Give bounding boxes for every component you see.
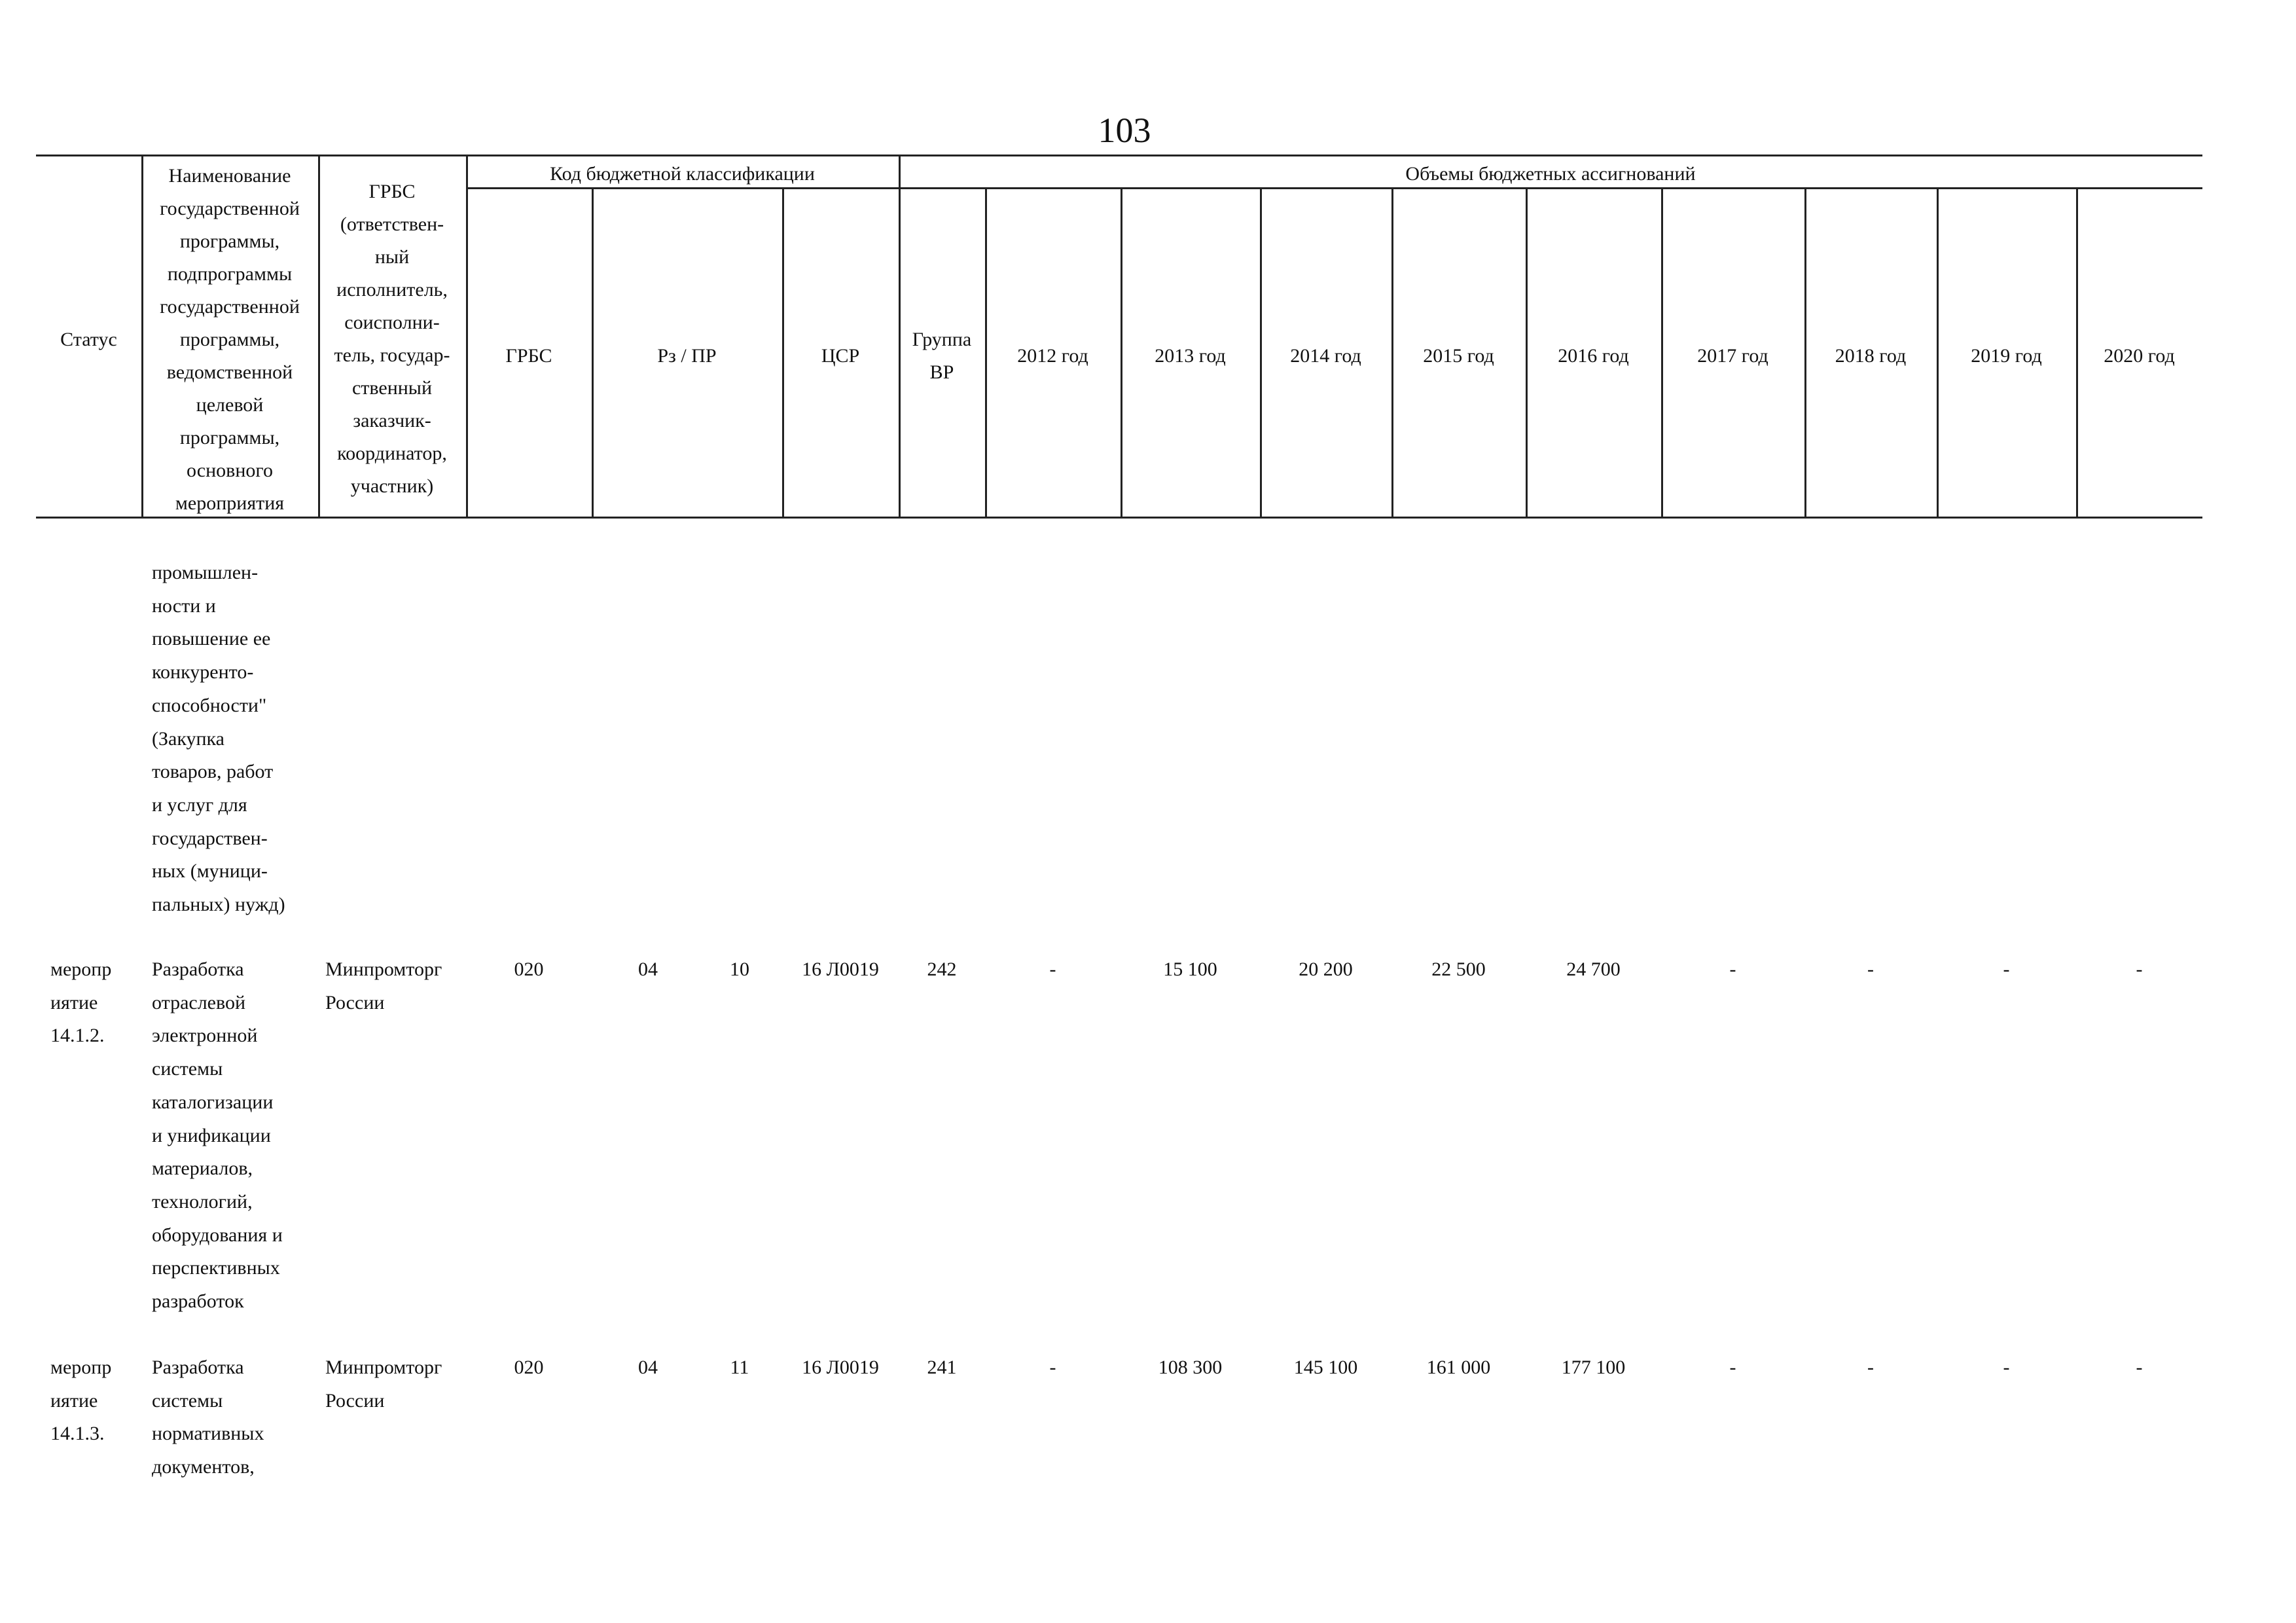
- continuation-line: промышлен-: [152, 562, 259, 583]
- row-value-2014: 145 100: [1293, 1357, 1358, 1378]
- row-grbs-line: России: [325, 991, 385, 1013]
- row-value-2016: 177 100: [1561, 1357, 1626, 1378]
- row-status-line: меропр: [50, 958, 112, 980]
- row-status-line: меропр: [50, 1357, 112, 1378]
- header-csr-label: ЦСР: [821, 345, 860, 367]
- row-name-line: каталогизации: [152, 1091, 274, 1113]
- continuation-line: способности": [152, 694, 267, 716]
- row-name-line: системы: [152, 1058, 223, 1080]
- header-year-label: 2018 год: [1835, 345, 1907, 367]
- row-status-line: 14.1.3.: [50, 1423, 105, 1445]
- header-year: [1121, 337, 1260, 376]
- header-name-line: ведомственной: [166, 361, 293, 383]
- row-rz: 04: [638, 958, 658, 980]
- header-grbs-line: тель, государ-: [334, 344, 450, 366]
- header-status: [36, 320, 141, 359]
- header-year-label: 2012 год: [1017, 345, 1088, 367]
- header-year-label: 2020 год: [2104, 345, 2175, 367]
- header-vr-line: Группа: [912, 329, 972, 350]
- row-value-2019: -: [2003, 958, 2010, 980]
- row-value-2015: 22 500: [1431, 958, 1486, 980]
- header-year: [1526, 337, 1661, 376]
- header-rz-pr-label: Рз / ПР: [657, 345, 717, 367]
- table-header-bottom-rule: [36, 517, 2202, 519]
- header-year-label: 2014 год: [1290, 345, 1361, 367]
- header-name: [141, 160, 318, 520]
- header-grbs-line: заказчик-: [353, 410, 431, 431]
- row-value-2017: -: [1729, 958, 1736, 980]
- row-name-line: материалов,: [152, 1158, 253, 1180]
- header-grbs-code-label: ГРБС: [505, 345, 552, 367]
- row-grbs-code: 020: [514, 1357, 544, 1378]
- row-pr: 11: [730, 1357, 749, 1378]
- row-value-2020: -: [2136, 1357, 2143, 1378]
- continuation-line: ности и: [152, 594, 216, 617]
- row-name-line: нормативных: [152, 1423, 264, 1445]
- continuation-line: повышение ее: [152, 628, 271, 650]
- row-name-line: Разработка: [152, 1357, 244, 1378]
- header-budget-code-label: Код бюджетной классификации: [550, 163, 815, 185]
- header-year-label: 2016 год: [1558, 345, 1629, 367]
- header-year-label: 2015 год: [1423, 345, 1494, 367]
- header-grbs-line: участник): [350, 475, 434, 497]
- header-name-line: целевой: [196, 394, 264, 416]
- row-grbs-line: Минпромторг: [325, 1357, 442, 1378]
- continuation-name: [152, 556, 285, 922]
- row-csr: 16 Л0019: [802, 958, 879, 980]
- header-name-line: Наименование: [168, 165, 291, 187]
- header-grbs-line: соисполни-: [344, 312, 440, 333]
- row-vr: 241: [927, 1357, 957, 1378]
- header-grbs-executor: [318, 175, 466, 503]
- header-year-label: 2013 год: [1155, 345, 1226, 367]
- row-value-2018: -: [1867, 1357, 1874, 1378]
- header-year: [1661, 337, 1804, 376]
- header-budget-volumes-label: Объемы бюджетных ассигнований: [1405, 163, 1696, 185]
- row-name: [152, 953, 283, 1319]
- header-name-line: государственной: [160, 198, 300, 219]
- header-grbs-line: координатор,: [337, 443, 447, 464]
- row-value-2018: -: [1867, 958, 1874, 980]
- header-name-line: мероприятия: [175, 492, 285, 514]
- row-pr: 10: [730, 958, 749, 980]
- row-value-2013: 108 300: [1158, 1357, 1223, 1378]
- row-status: [50, 953, 111, 1053]
- header-year-label: 2017 год: [1697, 345, 1768, 367]
- header-grbs-line: ГРБС: [368, 181, 416, 202]
- row-status: [50, 1351, 111, 1451]
- row-grbs-code: 020: [514, 958, 544, 980]
- header-rz-pr: [592, 337, 782, 376]
- row-name-line: Разработка: [152, 958, 244, 980]
- header-grbs-line: (ответствен-: [340, 213, 444, 235]
- header-name-line: программы,: [179, 427, 280, 448]
- header-name-line: государственной: [160, 296, 300, 318]
- header-name-line: основного: [187, 460, 273, 481]
- row-value-2012: -: [1049, 1357, 1056, 1378]
- row-status-line: 14.1.2.: [50, 1025, 105, 1047]
- row-value-2015: 161 000: [1426, 1357, 1491, 1378]
- row-name-line: системы: [152, 1389, 223, 1412]
- row-value-2020: -: [2136, 958, 2143, 980]
- header-year: [1937, 337, 2076, 376]
- header-year: [1804, 337, 1937, 376]
- header-name-line: программы,: [179, 329, 280, 350]
- row-value-2012: -: [1049, 958, 1056, 980]
- row-name-line: отраслевой: [152, 991, 246, 1013]
- row-name-line: технологий,: [152, 1190, 253, 1213]
- header-name-line: подпрограммы: [167, 263, 293, 285]
- page-number: 103: [1098, 111, 1151, 150]
- row-name-line: перспективных: [152, 1257, 280, 1279]
- row-name: [152, 1351, 264, 1484]
- header-budget-volumes: [899, 161, 2202, 187]
- header-year: [1260, 337, 1391, 376]
- row-name-line: разработок: [152, 1290, 244, 1313]
- header-grbs-line: ный: [374, 246, 410, 268]
- row-name-line: электронной: [152, 1025, 258, 1047]
- row-status-line: иятие: [50, 1389, 98, 1412]
- row-vr: 242: [927, 958, 957, 980]
- continuation-line: ных (муници-: [152, 860, 268, 883]
- header-name-line: программы,: [179, 230, 280, 252]
- header-grbs-line: исполнитель,: [336, 279, 448, 301]
- continuation-line: товаров, работ: [152, 761, 274, 783]
- header-budget-code: [466, 161, 899, 187]
- header-year: [2076, 337, 2202, 376]
- header-status-label: Статус: [60, 329, 117, 350]
- row-grbs: [325, 1351, 442, 1417]
- header-name-full: [0, 0, 1, 1]
- row-grbs-line: России: [325, 1389, 385, 1412]
- header-vr-line: ВР: [929, 361, 954, 383]
- table-top-rule: [36, 155, 2202, 156]
- row-name-line: документов,: [152, 1456, 255, 1478]
- header-csr: [782, 337, 899, 376]
- header-year: [985, 337, 1121, 376]
- row-status-line: иятие: [50, 991, 98, 1013]
- row-grbs-line: Минпромторг: [325, 958, 442, 980]
- row-rz: 04: [638, 1357, 658, 1378]
- header-grbs-line: ственный: [351, 377, 433, 399]
- continuation-line: конкуренто-: [152, 661, 254, 684]
- row-grbs: [325, 953, 442, 1019]
- continuation-line: пальных) нужд): [152, 894, 285, 916]
- row-name-line: оборудования и: [152, 1224, 283, 1246]
- row-value-2013: 15 100: [1163, 958, 1217, 980]
- continuation-line: и услуг для: [152, 793, 247, 816]
- row-csr: 16 Л0019: [802, 1357, 879, 1378]
- header-year: [1391, 337, 1526, 376]
- header-year-label: 2019 год: [1971, 345, 2042, 367]
- row-value-2017: -: [1729, 1357, 1736, 1378]
- header-vr: [899, 323, 985, 389]
- row-value-2014: 20 200: [1299, 958, 1353, 980]
- row-value-2016: 24 700: [1566, 958, 1621, 980]
- continuation-line: государствен-: [152, 827, 268, 849]
- row-name-line: и унификации: [152, 1124, 271, 1146]
- continuation-line: (Закупка: [152, 727, 224, 750]
- header-grbs-code: [466, 337, 592, 376]
- row-value-2019: -: [2003, 1357, 2010, 1378]
